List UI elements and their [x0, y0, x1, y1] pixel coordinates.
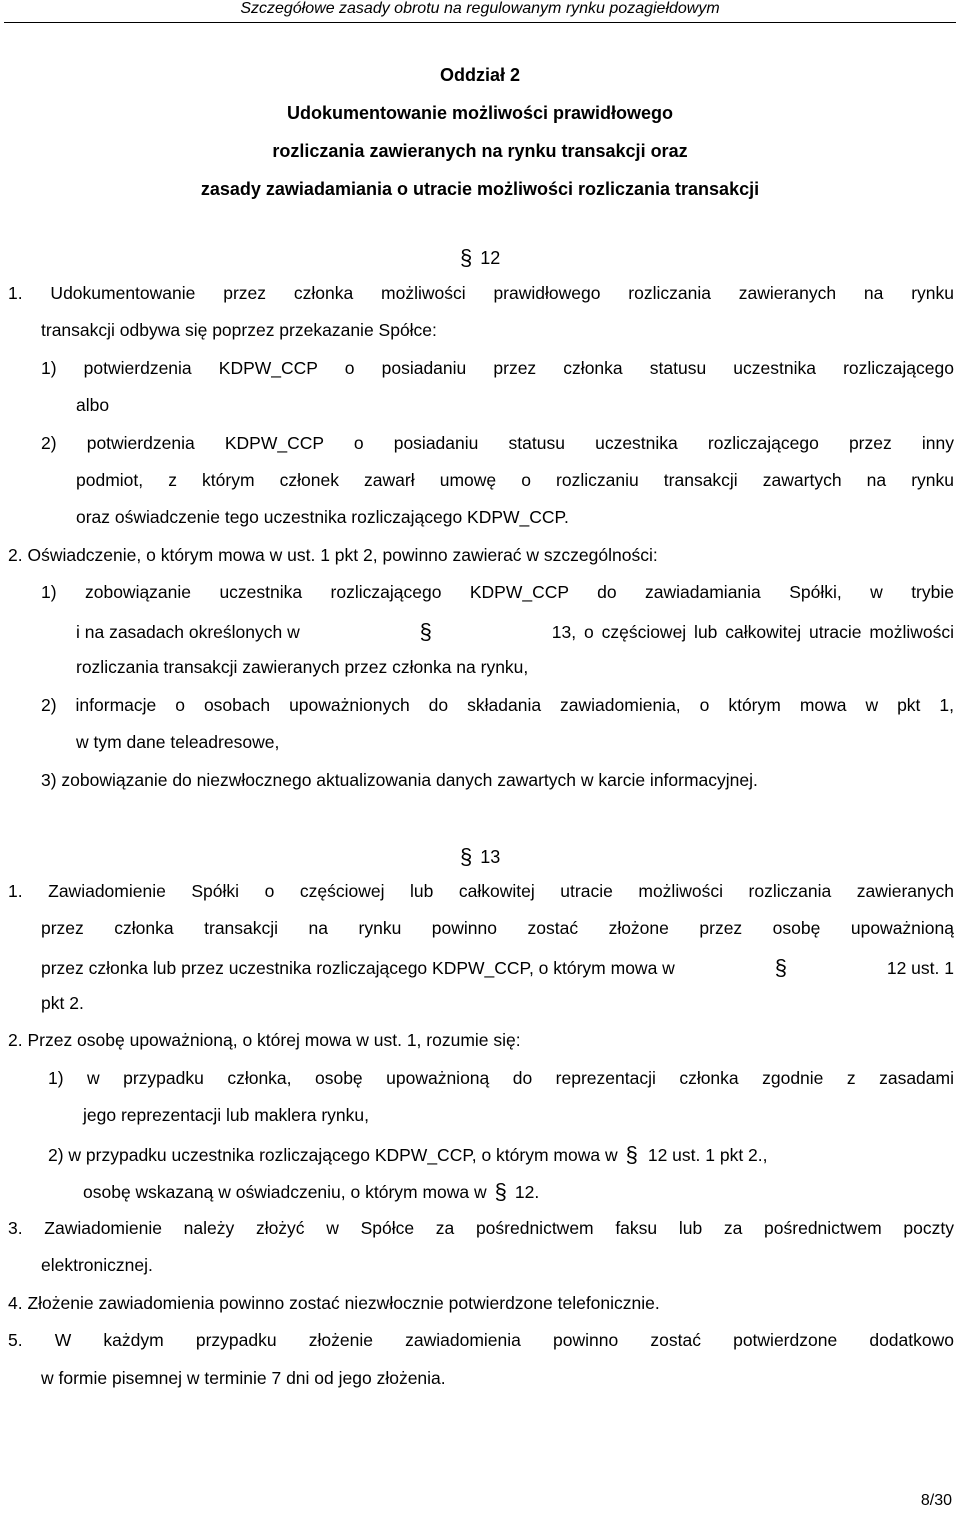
text-line: 1. Zawiadomienie Spółki o częściowej lub całkowitej utracie możliwości rozliczania zawieranych: [8, 881, 954, 901]
text-line: 5. W każdym przypadku złożenie zawiadomienia powinno zostać potwierdzone dodatkowo: [8, 1330, 954, 1350]
text-fragment: 12 ust. 1 pkt 2.,: [647, 1145, 768, 1165]
section-sign: §: [494, 1179, 507, 1204]
text-line: 2) informacje o osobach upoważnionych do składania zawiadomienia, o którym mowa w pkt 1,: [41, 695, 954, 715]
text-line: 2. Przez osobę upoważnioną, o której mowa w ust. 1, rozumie się:: [8, 1030, 521, 1050]
text-line: rozliczania transakcji zawieranych przez członka na rynku,: [76, 657, 529, 677]
text-line: 3. Zawiadomienie należy złożyć w Spółce za pośrednictwem faksu lub za pośrednictwem poczty: [8, 1218, 954, 1238]
text-line: [76, 612, 954, 652]
title-line-3: rozliczania zawieranych na rynku transakcji oraz: [272, 141, 688, 161]
text-line: oraz oświadczenie tego uczestnika rozliczającego KDPW_CCP.: [76, 507, 569, 527]
text-line: 3) zobowiązanie do niezwłocznego aktualizowania danych zawartych w karcie informacyjnej.: [41, 770, 758, 790]
text-line: 1) w przypadku członka, osobę upoważnioną do reprezentacji członka zgodnie z zasadami: [48, 1068, 954, 1088]
header-rule: [4, 22, 956, 23]
text-line: w tym dane teleadresowe,: [76, 732, 280, 752]
paragraph-number: 13: [480, 847, 501, 867]
text-line: przez członka transakcji na rynku powinno zostać złożone przez osobę upoważnioną: [41, 918, 954, 938]
running-header: [0, 0, 960, 26]
section-sign: §: [774, 955, 787, 980]
paragraph-number: 12: [480, 248, 501, 268]
text-fragment: 12 ust. 1: [886, 958, 954, 978]
title-line-4: zasady zawiadamiania o utracie możliwości rozliczania transakcji: [200, 179, 760, 199]
text-line: 2) potwierdzenia KDPW_CCP o posiadaniu statusu uczestnika rozliczającego przez inny: [41, 433, 954, 453]
text-line: pkt 2.: [41, 993, 84, 1013]
section-title: [0, 56, 960, 208]
text-line: podmiot, z którym członek zawarł umowę o rozliczaniu transakcji zawartych na rynku: [76, 470, 954, 490]
text-fragment: przez członka lub przez uczestnika rozliczającego KDPW_CCP, o którym mowa w: [41, 958, 675, 978]
title-line-2: Udokumentowanie możliwości prawidłowego: [286, 103, 674, 123]
section-sign: §: [419, 619, 432, 644]
text-fragment: 13, o częściowej lub całkowitej utracie możliwości: [551, 622, 954, 642]
section-sign: §: [460, 245, 473, 270]
section-sign: §: [625, 1142, 638, 1167]
text-fragment: 2) w przypadku uczestnika rozliczającego KDPW_CCP, o którym mowa w: [48, 1145, 618, 1165]
text-line: elektronicznej.: [41, 1255, 153, 1275]
text-fragment: osobę wskazaną w oświadczeniu, o którym mowa w: [83, 1182, 487, 1202]
text-line: jego reprezentacji lub maklera rynku,: [83, 1105, 369, 1125]
text-line: [48, 1135, 954, 1175]
paragraph-13-heading: [460, 843, 500, 869]
text-line: 2. Oświadczenie, o którym mowa w ust. 1 pkt 2, powinno zawierać w szczególności:: [8, 545, 658, 565]
text-line: 1) zobowiązanie uczestnika rozliczającego KDPW_CCP do zawiadamiania Spółki, w trybie: [41, 582, 954, 602]
text-line: 1. Udokumentowanie przez członka możliwości prawidłowego rozliczania zawieranych na rynku: [8, 283, 954, 303]
text-line: w formie pisemnej w terminie 7 dni od jego złożenia.: [41, 1368, 446, 1388]
text-line: [83, 1172, 539, 1212]
text-fragment: 12.: [514, 1182, 540, 1202]
text-line: albo: [76, 395, 110, 415]
page-number: 8/30: [920, 1492, 952, 1509]
paragraph-12-heading: [460, 244, 500, 270]
title-line-1: Oddział 2: [439, 65, 520, 85]
text-fragment: i na zasadach określonych w: [76, 622, 300, 642]
section-sign: §: [460, 844, 473, 869]
running-title: Szczegółowe zasady obrotu na regulowanym rynku pozagiełdowym: [240, 0, 720, 17]
text-line: transakcji odbywa się poprzez przekazanie Spółce:: [41, 320, 437, 340]
text-line: [41, 948, 954, 988]
text-line: 4. Złożenie zawiadomienia powinno zostać niezwłocznie potwierdzone telefonicznie.: [8, 1293, 660, 1313]
text-line: 1) potwierdzenia KDPW_CCP o posiadaniu przez członka statusu uczestnika rozliczającego: [41, 358, 954, 378]
